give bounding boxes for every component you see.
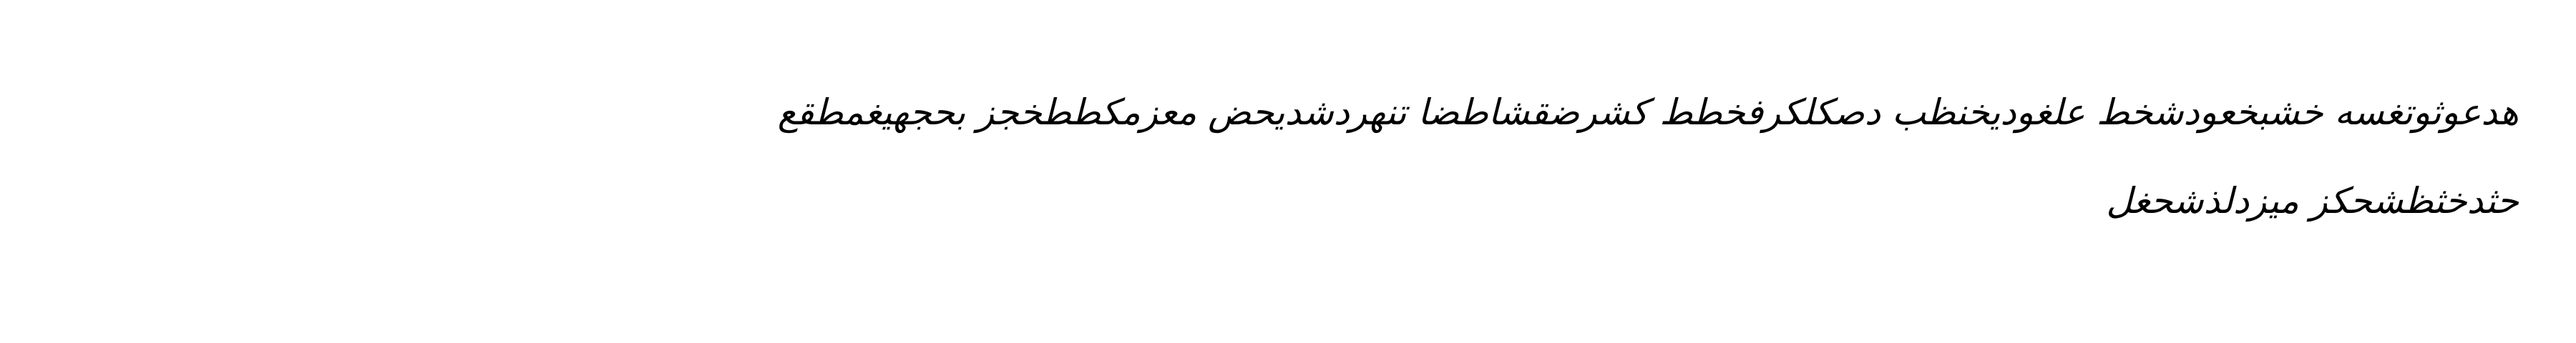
text-line-1: هدعوثوتغسه خشبخعودشخط علغوديخنظب دصكلكرفخطط كشرضقشاطضا تنهردشديحض معزمكططخجز بحجهيغمطقع: [777, 91, 2519, 133]
arabic-text-block: [79, 68, 2519, 245]
text-line-2: حثدخثظشحكز ميزدلذشحغل: [2106, 180, 2519, 222]
